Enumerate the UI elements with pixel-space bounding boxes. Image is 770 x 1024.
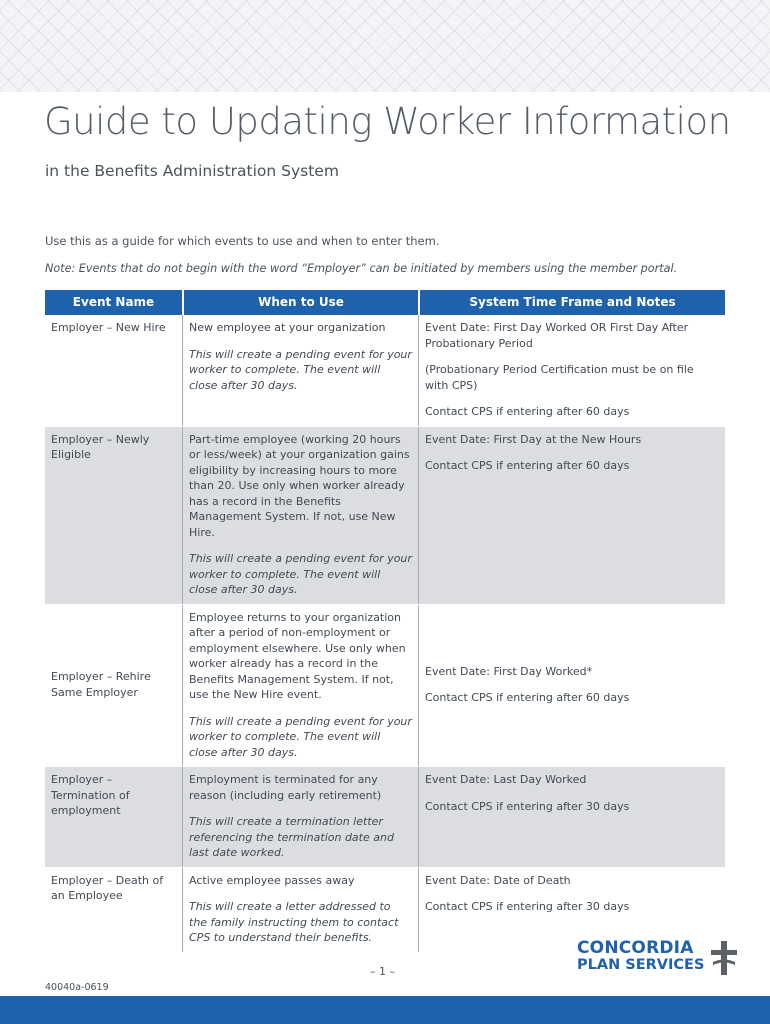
event-date-note: Event Date: First Day Worked OR First Day After Probationary Period (425, 321, 689, 350)
when-note: This will create a pending event for your worker to complete. The event will close after 30 days. (189, 347, 412, 392)
intro-text: Use this as a guide for which events to use and when to enter them. (45, 234, 440, 248)
when-to-use-cell (182, 868, 418, 952)
header-pattern (0, 0, 770, 92)
footer-bar (0, 996, 770, 1024)
contact-note: Contact CPS if entering after 60 days (425, 459, 630, 472)
event-name-cell: Employer – New Hire (51, 321, 166, 334)
when-description: Active employee passes away (189, 873, 355, 887)
contact-note: Contact CPS if entering after 60 days (425, 691, 630, 705)
logo-line-2: PLAN SERVICES (577, 957, 705, 973)
event-date-note: Event Date: First Day at the New Hours (425, 432, 642, 446)
when-note: This will create a pending event for your worker to complete. The event will close after 30 days. (189, 552, 412, 596)
event-date-note: Event Date: Last Day Worked (425, 773, 587, 786)
event-name-cell: Employer – Rehire Same Employer (51, 670, 151, 699)
when-to-use-cell (182, 315, 418, 426)
table-row (45, 766, 725, 867)
page-number: – 1 – (370, 965, 395, 978)
cross-icon (709, 941, 739, 975)
logo-line-1: CONCORDIA (577, 938, 694, 958)
when-note: This will create a pending event for your worker to complete. The event will close after 30 days. (189, 714, 412, 759)
document-subtitle: in the Benefits Administration System (45, 162, 339, 180)
when-description: Part-time employee (working 20 hours or less/week) at your organization gains eligibility by increasing hours to more than 20. Use only when worker already has a record in the Benefits Management System. If not, use New Hire. (189, 432, 410, 539)
notes-cell (418, 315, 725, 426)
contact-note: Contact CPS if entering after 30 days (425, 799, 630, 813)
concordia-logo (577, 938, 737, 978)
table-row (45, 604, 725, 767)
notes-cell (418, 605, 725, 767)
header-when-to-use: When to Use (182, 290, 418, 315)
when-description: New employee at your organization (189, 321, 386, 334)
when-to-use-cell (182, 427, 418, 604)
event-name-cell: Employer – Termination of employment (51, 773, 130, 817)
when-description: Employee returns to your organization after a period of non-employment or employment elsewhere. Use only when worker already has a record in the Benefits Management System. If not, use the New Hire event. (189, 610, 406, 701)
notes-cell (418, 427, 725, 604)
event-date-note: Event Date: First Day Worked* (425, 664, 593, 678)
header-event-name: Event Name (72, 295, 155, 309)
header-time-frame-notes: System Time Frame and Notes (418, 290, 725, 315)
event-name-cell: Employer – Newly Eligible (51, 432, 150, 461)
document-title: Guide to Updating Worker Information (44, 100, 731, 143)
table-header (45, 290, 725, 315)
event-name-cell: Employer – Death of an Employee (51, 873, 164, 902)
form-code: 40040a-0619 (45, 982, 109, 993)
contact-note: Contact CPS if entering after 30 days (425, 900, 630, 913)
notes-cell (418, 767, 725, 867)
table-row (45, 426, 725, 604)
table-row (45, 315, 725, 426)
portal-note: Note: Events that do not begin with the word “Employer” can be initiated by members using the member portal. (45, 262, 678, 275)
when-note: This will create a letter addressed to the family instructing them to contact CPS to understand their benefits. (189, 900, 399, 944)
contact-note: Contact CPS if entering after 60 days (425, 405, 630, 418)
certification-note: (Probationary Period Certification must be on file with CPS) (425, 363, 694, 392)
when-description: Employment is terminated for any reason (including early retirement) (189, 773, 382, 802)
event-date-note: Event Date: Date of Death (425, 873, 571, 887)
when-to-use-cell (182, 605, 418, 767)
when-note: This will create a termination letter referencing the termination date and last date worked. (189, 815, 394, 859)
when-to-use-cell (182, 767, 418, 867)
events-table (45, 290, 725, 952)
